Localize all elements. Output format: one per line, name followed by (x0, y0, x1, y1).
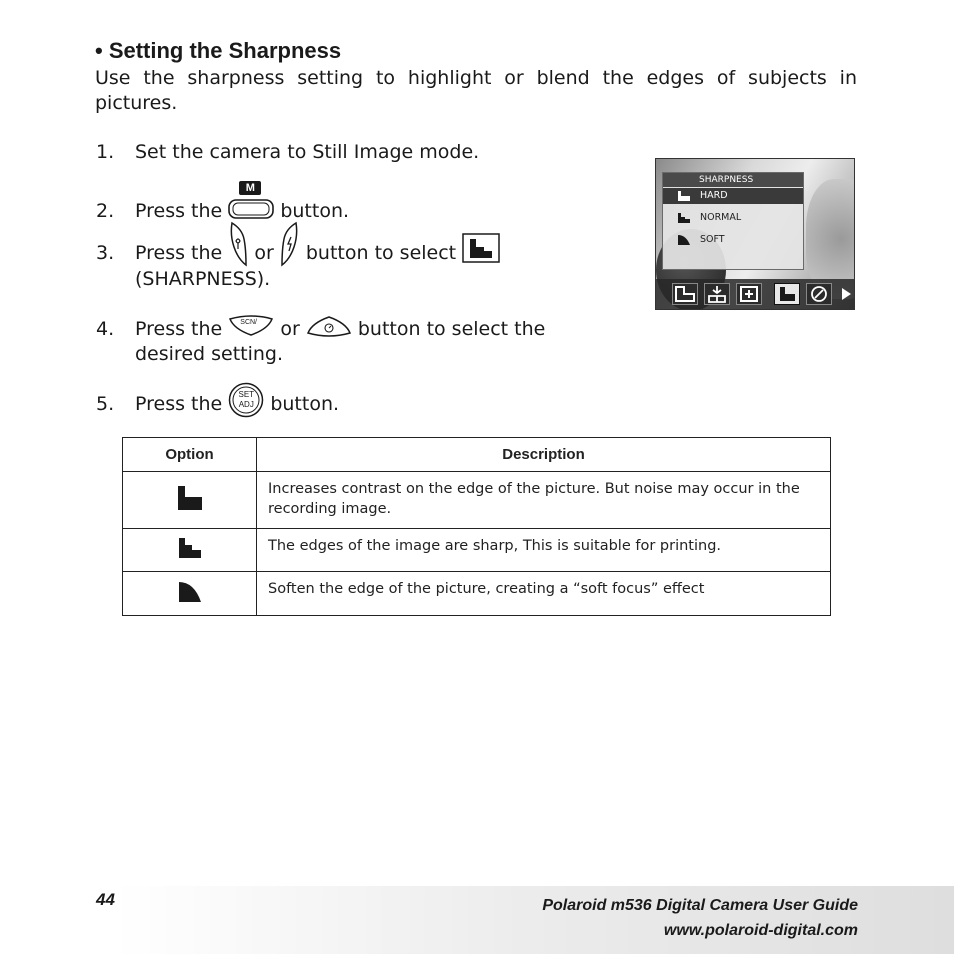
next-arrow-icon[interactable] (842, 288, 851, 300)
sharp-hard-icon (177, 485, 203, 511)
menu-item-hard[interactable] (663, 188, 803, 204)
step-number: 4. (96, 318, 115, 340)
footer-guide (542, 893, 858, 943)
menu-button-label: M (239, 181, 261, 195)
table-row (123, 529, 831, 572)
step-text: button to select the (357, 318, 546, 340)
step-text: or (254, 242, 274, 264)
set-adj-button-icon (228, 382, 264, 418)
step-text: (SHARPNESS). (135, 268, 271, 290)
effect-icon[interactable] (806, 283, 832, 305)
sharpness-menu (662, 172, 804, 270)
guide-url: www.polaroid-digital.com (663, 922, 858, 939)
option-cell (123, 529, 257, 572)
flash-button-icon (280, 241, 300, 274)
table-header-row (123, 438, 831, 472)
metering-icon[interactable] (736, 283, 762, 305)
option-cell (123, 472, 257, 529)
step-5 (96, 391, 339, 418)
step-text: Set the camera to Still Image mode. (135, 141, 480, 163)
step-2 (96, 182, 350, 224)
step-number: 2. (96, 200, 115, 222)
menu-button-icon (228, 182, 274, 223)
description-cell: The edges of the image are sharp, This is suitable for printing. (257, 529, 831, 572)
step-text: Press the (135, 200, 223, 222)
table-row (123, 472, 831, 529)
step-text: desired setting. (135, 343, 284, 365)
header-description: Description (257, 438, 831, 472)
step-1 (96, 139, 479, 165)
sharp-soft-icon (178, 581, 202, 603)
step-text: button. (270, 393, 340, 415)
camera-lcd-screen (655, 158, 855, 310)
description-cell: Increases contrast on the edge of the picture. But noise may occur in the recording image. (257, 472, 831, 529)
step-number: 5. (96, 393, 115, 415)
description-cell: Soften the edge of the picture, creating a “soft focus” effect (257, 572, 831, 616)
page-number: 44 (96, 890, 115, 909)
step-text: button. (280, 200, 350, 222)
step-number: 3. (96, 242, 115, 264)
step-text: or (280, 318, 300, 340)
set-label: SET (238, 390, 255, 399)
step-number: 1. (96, 141, 115, 163)
scene-button-icon (228, 315, 274, 337)
menu-item-soft[interactable] (663, 232, 803, 248)
guide-title: Polaroid m536 Digital Camera User Guide (542, 897, 858, 914)
adj-label: ADJ (238, 400, 254, 409)
table-row (123, 572, 831, 616)
intro-paragraph: Use the sharpness setting to highlight or blend the edges of subjects in pictures. (95, 67, 857, 114)
step-text: button to select (305, 242, 457, 264)
header-option: Option (123, 438, 257, 472)
sharp-soft-icon (677, 234, 691, 246)
sharp-normal-icon (677, 212, 691, 224)
sharp-hard-icon (677, 190, 691, 202)
sharpness-icon (462, 241, 500, 270)
section-heading: • Setting the Sharpness (95, 38, 342, 63)
menu-item-label: SOFT (700, 234, 725, 245)
step-text: Press the (135, 318, 223, 340)
menu-item-label: HARD (700, 190, 728, 201)
menu-title: SHARPNESS (663, 173, 803, 187)
exposure-icon[interactable] (704, 283, 730, 305)
step-4 (96, 315, 546, 365)
self-timer-button-icon (306, 315, 352, 344)
menu-item-normal[interactable] (663, 210, 803, 226)
scene-button-label: SCN/ (240, 319, 258, 326)
step-text: Press the (135, 242, 223, 264)
step-3 (96, 240, 500, 290)
options-table (122, 437, 831, 616)
menu-item-label: NORMAL (700, 212, 742, 223)
sharpness-tab-icon[interactable] (774, 283, 800, 305)
white-balance-icon[interactable] (672, 283, 698, 305)
settings-icon-bar (656, 279, 854, 309)
sharp-normal-icon (178, 537, 202, 559)
option-cell (123, 572, 257, 616)
step-text: Press the (135, 393, 223, 415)
